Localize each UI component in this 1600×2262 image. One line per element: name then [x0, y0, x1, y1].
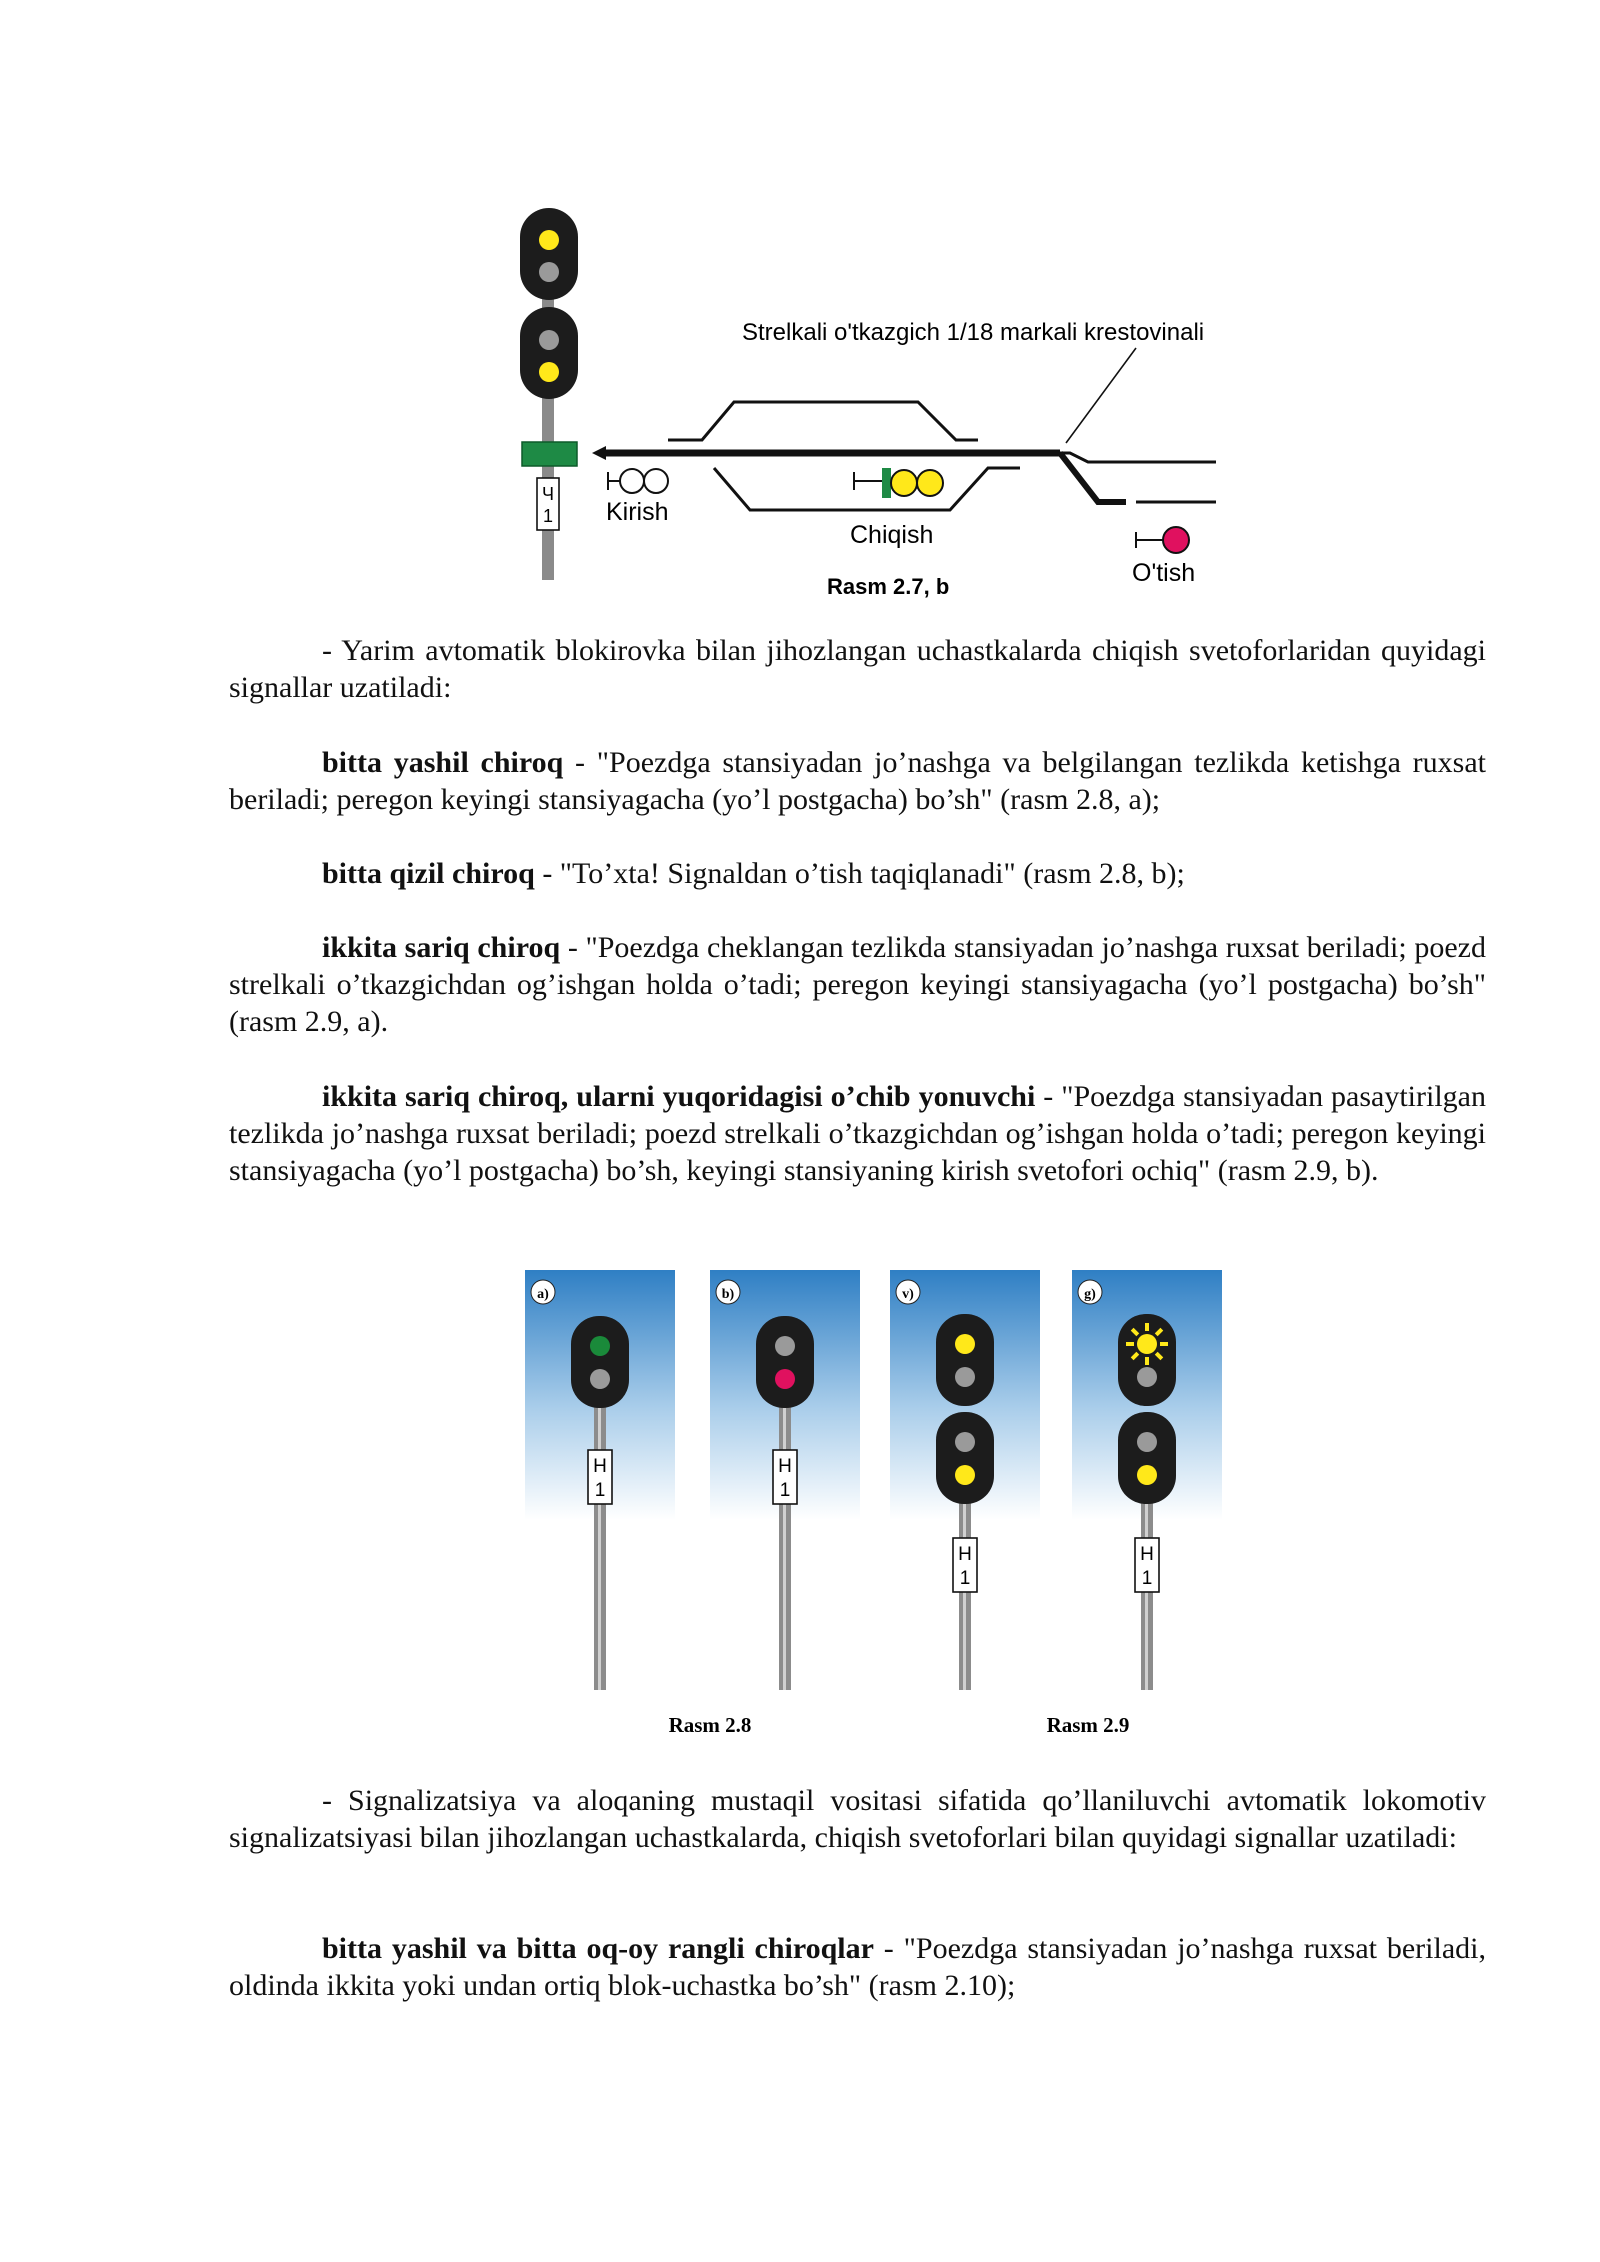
signal-head: [936, 1314, 994, 1406]
upper-siding: [668, 402, 978, 440]
lamp-off: [539, 262, 559, 282]
signal-head: [1118, 1412, 1176, 1504]
signal-lamp-yellow: [1137, 1465, 1157, 1485]
lower-siding: [714, 468, 1020, 510]
signal-lamp-yellow: [955, 1334, 975, 1354]
lamp-yellow: [539, 230, 559, 250]
pass-label: O'tish: [1132, 559, 1196, 587]
paragraph-text: - "To’xta! Signaldan o’tish taqiqlanadi" (rasm 2.8, b);: [534, 857, 1185, 890]
signal-head: [571, 1316, 629, 1408]
turnout-straight: [1060, 453, 1216, 462]
paragraph-1: [229, 632, 1486, 706]
signal-lamp-off: [775, 1336, 795, 1356]
paragraph-2: [229, 744, 1486, 818]
paragraph-text: - "Poezdga cheklangan tezlikda stansiyadan jo’nashga ruxsat beriladi; poezd strelkali o’tkazgichdan og’ishgan holda o’tadi; peregon keyingi stansiyagacha (yo’l postgacha) bo’sh" (rasm 2.9, a).: [229, 931, 1486, 1038]
paragraph-bold: bitta yashil chiroq: [322, 746, 564, 779]
exit-label: Chiqish: [850, 521, 934, 549]
plate-number: 1: [542, 506, 554, 526]
signal-head: [936, 1412, 994, 1504]
plate-number: 1: [959, 1568, 971, 1589]
signal-lamp-yellow: [955, 1465, 975, 1485]
paragraph-text: - Signalizatsiya va aloqaning mustaqil vositasi sifatida qo’llaniluvchi avtomatik lokomotiv signalizatsiyasi bilan jihozlangan uchastkalarda, chiqish svetoforlari bilan quyidagi signallar uzatiladi:: [229, 1784, 1486, 1854]
signal-lamp-off: [1137, 1367, 1157, 1387]
signal-lamp-off: [1137, 1432, 1157, 1452]
signals-figure: [520, 1270, 1240, 1750]
signal-lamp-off: [955, 1367, 975, 1387]
exit-lamp-yellow: [891, 470, 917, 496]
lamp-off: [539, 330, 559, 350]
exit-lamp-yellow: [917, 470, 943, 496]
turnout-diverging: [1060, 453, 1126, 502]
leader-line: [1066, 348, 1136, 443]
paragraph-6: [229, 1782, 1486, 1856]
signal-head-upper: [520, 208, 578, 300]
entry-lamp-off: [620, 469, 644, 493]
figure-caption-left: Rasm 2.8: [668, 1713, 752, 1737]
paragraph-text: - "Poezdga stansiyadan pasaytirilgan tezlikda jo’nashga ruxsat beriladi; poezd strelkali o’tkazgichdan og’ishgan holda o’tadi; peregon keyingi stansiyagacha (yo’l postgacha) bo’sh, keyingi stansiyaning kirish svetofori ochiq" (rasm 2.9, b).: [229, 1080, 1486, 1187]
lamp-yellow: [539, 362, 559, 382]
entry-lamp-off: [644, 469, 668, 493]
signal-head-lower: [520, 307, 578, 399]
figure-caption: Rasm 2.7, b: [827, 574, 950, 599]
signal-lamp-off: [590, 1369, 610, 1389]
track-scheme-figure: [500, 200, 1260, 610]
paragraph-bold: ikkita sariq chiroq: [322, 931, 561, 964]
paragraph-3: [229, 855, 1486, 892]
paragraph-bold: bitta qizil chiroq: [322, 857, 535, 890]
mast-highlight: [783, 1370, 786, 1690]
signal-lamp-red: [775, 1369, 795, 1389]
signal-lamp-yellow-flashing: [1137, 1334, 1157, 1354]
figure-caption-right: Rasm 2.9: [1046, 1713, 1130, 1737]
exit-base-plate: [882, 468, 891, 498]
entry-label: Kirish: [606, 498, 669, 526]
paragraph-5: [229, 1078, 1486, 1189]
signal-base-plate: [522, 442, 577, 466]
plate-char: Ч: [542, 484, 554, 504]
paragraph-bold: bitta yashil va bitta oq-oy rangli chiroqlar: [322, 1932, 874, 1965]
panel-label: b): [721, 1287, 735, 1302]
plate-char: Н: [958, 1544, 972, 1565]
panel-label: g): [1084, 1287, 1096, 1302]
plate-char: Н: [778, 1456, 792, 1477]
mast-highlight: [598, 1370, 601, 1690]
plate-char: Н: [1140, 1544, 1154, 1565]
paragraph-4: [229, 929, 1486, 1040]
plate-number: 1: [779, 1480, 791, 1501]
signal-lamp-green: [590, 1336, 610, 1356]
paragraph-text: - "Poezdga stansiyadan jo’nashga ruxsat beriladi, oldinda ikkita yoki undan ortiq blok-uchastka bo’sh" (rasm 2.10);: [229, 1932, 1486, 2002]
plate-number: 1: [1141, 1568, 1153, 1589]
signal-lamp-off: [955, 1432, 975, 1452]
paragraph-text: - Yarim avtomatik blokirovka bilan jihozlangan uchastkalarda chiqish svetoforlaridan quyidagi signallar uzatiladi:: [229, 634, 1486, 704]
paragraph-bold: ikkita sariq chiroq, ularni yuqoridagisi o’chib yonuvchi: [322, 1080, 1036, 1113]
plate-char: Н: [593, 1456, 607, 1477]
figure-title: Strelkali o'tkazgich 1/18 markali krestovinali: [742, 319, 1205, 346]
paragraph-text: - "Poezdga stansiyadan jo’nashga va belgilangan tezlikda ketishga ruxsat beriladi; peregon keyingi stansiyagacha (yo’l postgacha) bo’sh" (rasm 2.8, a);: [229, 746, 1486, 816]
pass-lamp-red: [1163, 527, 1189, 553]
panel-label: v): [902, 1287, 914, 1302]
paragraph-7: [229, 1930, 1486, 2004]
plate-number: 1: [594, 1480, 606, 1501]
panel-label: a): [537, 1287, 549, 1302]
signal-head: [756, 1316, 814, 1408]
